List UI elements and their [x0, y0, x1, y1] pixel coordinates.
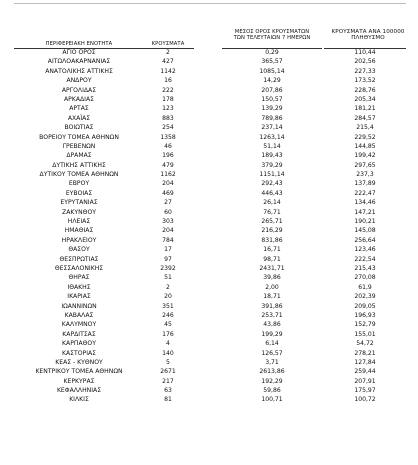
per100k-cell: 155,01: [354, 330, 376, 338]
avg-cell: 51,14: [263, 142, 281, 150]
region-cell: ΚΑΡΠΑΘΟΥ: [62, 340, 96, 348]
cases-cell: 246: [162, 311, 174, 319]
cases-cell: 204: [162, 227, 174, 235]
region-cell: ΑΡΤΑΣ: [69, 105, 89, 113]
table-row: [0, 151, 418, 160]
per100k-cell: 199,42: [354, 152, 376, 160]
cases-cell: 51: [164, 274, 172, 282]
region-cell: ΑΙΤΩΛΟΑΚΑΡΝΑΝΙΑΣ: [47, 58, 111, 66]
region-cell: ΚΑΒΑΛΑΣ: [64, 311, 94, 319]
table-row: [0, 302, 418, 311]
table-row: [0, 57, 418, 66]
header-per100k-line1: ΚΡΟΥΣΜΑΤΑ ΑΝΑ 100000: [331, 29, 405, 35]
avg-cell: 98,71: [263, 255, 281, 263]
region-cell: ΚΕΑΣ - ΚΥΘΝΟΥ: [55, 358, 103, 366]
avg-cell: 216,29: [261, 227, 283, 235]
table-row: [0, 123, 418, 132]
region-cell: ΙΘΑΚΗΣ: [67, 283, 91, 291]
cases-cell: 140: [162, 349, 174, 357]
cases-cell: 2: [166, 49, 170, 56]
region-cell: ΚΕΡΚΥΡΑΣ: [63, 377, 95, 385]
cases-cell: 81: [164, 396, 172, 404]
per100k-cell: 256,64: [354, 236, 376, 244]
table-row: [0, 189, 418, 198]
cases-cell: 1142: [160, 67, 176, 75]
per100k-cell: 123,46: [354, 246, 376, 254]
region-cell: ΗΡΑΚΛΕΙΟΥ: [61, 236, 97, 244]
avg-cell: 16,71: [263, 246, 281, 254]
cases-cell: 217: [162, 377, 174, 385]
table-row: [0, 330, 418, 339]
cases-cell: 20: [164, 293, 172, 301]
cases-cell: 196: [162, 152, 174, 160]
cases-cell: 60: [164, 208, 172, 216]
cases-cell: 178: [162, 95, 174, 103]
per100k-cell: 205,34: [354, 95, 376, 103]
table-body: [0, 48, 418, 405]
avg-cell: 76,71: [263, 208, 281, 216]
per100k-cell: 144,85: [354, 142, 376, 150]
top-border-line: [14, 3, 406, 4]
table-row: [0, 226, 418, 235]
avg-cell: 2,00: [265, 283, 279, 291]
avg-cell: 18,71: [263, 293, 281, 301]
cases-cell: 883: [162, 114, 174, 122]
region-cell: ΙΩΑΝΝΙΝΩΝ: [61, 302, 97, 310]
header-per100k-line2: ΠΛΗΘΥΣΜΟ: [351, 35, 385, 41]
avg-cell: 2613,86: [259, 368, 285, 376]
table-row: [0, 283, 418, 292]
avg-cell: 789,86: [261, 114, 283, 122]
avg-cell: 100,71: [261, 396, 283, 404]
per100k-cell: 270,08: [354, 274, 376, 282]
cases-cell: 469: [162, 189, 174, 197]
region-cell: ΑΝΔΡΟΥ: [66, 77, 92, 85]
table-row: [0, 95, 418, 104]
per100k-cell: 202,56: [354, 58, 376, 66]
cases-cell: 254: [162, 124, 174, 132]
table-row: [0, 292, 418, 301]
per100k-cell: 137,89: [354, 180, 376, 188]
per100k-cell: 215,4: [356, 124, 374, 132]
cases-cell: 2671: [160, 368, 176, 376]
header-per-100k: [318, 29, 418, 41]
cases-cell: 303: [162, 218, 174, 226]
region-cell: ΚΑΣΤΟΡΙΑΣ: [61, 349, 97, 357]
avg-cell: 189,43: [261, 152, 283, 160]
region-cell: ΙΚΑΡΙΑΣ: [67, 293, 91, 301]
region-cell: ΒΟΙΩΤΙΑΣ: [64, 124, 94, 132]
avg-cell: 14,29: [263, 77, 281, 85]
header-region: ΠΕΡΙΦΕΡΕΙΑΚΗ ΕΝΟΤΗΤΑ: [45, 41, 113, 47]
table-row: [0, 255, 418, 264]
region-cell: ΑΓΙΟ ΟΡΟΣ: [62, 49, 96, 56]
avg-cell: 3,71: [265, 358, 279, 366]
table-row: [0, 236, 418, 245]
per100k-cell: 152,79: [354, 321, 376, 329]
cases-cell: 27: [164, 199, 172, 207]
region-cell: ΚΑΡΔΙΤΣΑΣ: [62, 330, 96, 338]
avg-cell: 2431,71: [259, 264, 285, 272]
per100k-cell: 134,46: [354, 199, 376, 207]
region-cell: ΘΕΣΠΡΩΤΙΑΣ: [59, 255, 99, 263]
avg-cell: 192,29: [261, 377, 283, 385]
table-row: [0, 161, 418, 170]
per100k-cell: 237,3: [356, 171, 374, 179]
per100k-cell: 284,57: [354, 114, 376, 122]
cases-cell: 16: [164, 77, 172, 85]
region-cell: ΕΒΡΟΥ: [68, 180, 90, 188]
avg-cell: 59,86: [263, 387, 281, 395]
region-cell: ΘΕΣΣΑΛΟΝΙΚΗΣ: [54, 264, 104, 272]
region-cell: ΚΕΦΑΛΛΗΝΙΑΣ: [56, 387, 102, 395]
cases-cell: 123: [162, 105, 174, 113]
table-row: [0, 273, 418, 282]
per100k-cell: 297,65: [354, 161, 376, 169]
table-row: [0, 320, 418, 329]
avg-cell: 1263,14: [259, 133, 285, 141]
cases-cell: 222: [162, 86, 174, 94]
per100k-cell: 190,21: [354, 218, 376, 226]
per100k-cell: 209,05: [354, 302, 376, 310]
cases-cell: 2: [166, 283, 170, 291]
per100k-cell: 175,97: [354, 387, 376, 395]
avg-cell: 265,71: [261, 218, 283, 226]
cases-cell: 17: [164, 246, 172, 254]
table-row: [0, 67, 418, 76]
table-row: [0, 311, 418, 320]
region-cell: ΕΥΒΟΙΑΣ: [65, 189, 93, 197]
cases-cell: 63: [164, 387, 172, 395]
avg-cell: 150,57: [261, 95, 283, 103]
region-cell: ΚΕΝΤΡΙΚΟΥ ΤΟΜΕΑ ΑΘΗΝΩΝ: [35, 368, 123, 376]
table-row: [0, 339, 418, 348]
region-cell: ΗΛΕΙΑΣ: [67, 218, 91, 226]
avg-cell: 199,29: [261, 330, 283, 338]
avg-cell: 43,86: [263, 321, 281, 329]
cases-cell: 479: [162, 161, 174, 169]
per100k-cell: 229,52: [354, 133, 376, 141]
avg-cell: 379,29: [261, 161, 283, 169]
avg-cell: 26,14: [263, 199, 281, 207]
region-cell: ΑΧΑΪΑΣ: [67, 114, 91, 122]
cases-cell: 46: [164, 142, 172, 150]
avg-cell: 365,57: [261, 58, 283, 66]
region-cell: ΔΥΤΙΚΗΣ ΑΤΤΙΚΗΣ: [52, 161, 106, 169]
table-row: [0, 170, 418, 179]
table-row: [0, 208, 418, 217]
region-cell: ΒΟΡΕΙΟΥ ΤΟΜΕΑ ΑΘΗΝΩΝ: [39, 133, 119, 141]
per100k-cell: 278,21: [354, 349, 376, 357]
per100k-cell: 228,76: [354, 86, 376, 94]
avg-cell: 0,29: [265, 49, 279, 56]
cases-cell: 351: [162, 302, 174, 310]
cases-cell: 97: [164, 255, 172, 263]
cases-cell: 1358: [160, 133, 176, 141]
avg-cell: 39,86: [263, 274, 281, 282]
cases-cell: 784: [162, 236, 174, 244]
cases-cell: 5: [166, 358, 170, 366]
avg-cell: 831,86: [261, 236, 283, 244]
region-cell: ΘΗΡΑΣ: [68, 274, 90, 282]
region-cell: ΚΑΛΥΜΝΟΥ: [61, 321, 97, 329]
region-cell: ΘΑΣΟΥ: [68, 246, 90, 254]
per100k-cell: 127,84: [354, 358, 376, 366]
table-row: [0, 48, 418, 57]
table-row: [0, 264, 418, 273]
cases-cell: 427: [162, 58, 174, 66]
table-row: [0, 395, 418, 404]
region-cell: ΑΡΓΟΛΙΔΑΣ: [61, 86, 97, 94]
table-row: [0, 358, 418, 367]
table-row: [0, 142, 418, 151]
region-cell: ΔΡΑΜΑΣ: [66, 152, 92, 160]
table-row: [0, 86, 418, 95]
avg-cell: 6,14: [265, 340, 279, 348]
table-row: [0, 198, 418, 207]
per100k-cell: 222,54: [354, 255, 376, 263]
avg-cell: 292,43: [261, 180, 283, 188]
per100k-cell: 259,44: [354, 368, 376, 376]
avg-cell: 1151,14: [259, 171, 285, 179]
avg-cell: 237,14: [261, 124, 283, 132]
per100k-cell: 207,91: [354, 377, 376, 385]
avg-cell: 391,86: [261, 302, 283, 310]
avg-cell: 446,43: [261, 189, 283, 197]
table-row: [0, 367, 418, 376]
table-row: [0, 349, 418, 358]
table-row: [0, 386, 418, 395]
region-cell: ΑΝΑΤΟΛΙΚΗΣ ΑΤΤΙΚΗΣ: [45, 67, 113, 75]
per100k-cell: 145,08: [354, 227, 376, 235]
table-row: [0, 133, 418, 142]
region-cell: ΓΡΕΒΕΝΩΝ: [62, 142, 96, 150]
avg-cell: 126,57: [261, 349, 283, 357]
avg-cell: 207,86: [261, 86, 283, 94]
avg-cell: 1085,14: [259, 67, 285, 75]
cases-cell: 45: [164, 321, 172, 329]
table-row: [0, 377, 418, 386]
per100k-cell: 61,9: [358, 283, 372, 291]
region-cell: ΕΥΡΥΤΑΝΙΑΣ: [60, 199, 98, 207]
table-row: [0, 76, 418, 85]
region-cell: ΔΥΤΙΚΟΥ ΤΟΜΕΑ ΑΘΗΝΩΝ: [39, 171, 119, 179]
per100k-cell: 215,43: [354, 264, 376, 272]
table-row: [0, 179, 418, 188]
header-avg-7days: [222, 29, 322, 41]
table-row: [0, 245, 418, 254]
table-row: [0, 114, 418, 123]
per100k-cell: 222,47: [354, 189, 376, 197]
table-row: [0, 104, 418, 113]
per100k-cell: 100,72: [354, 396, 376, 404]
region-cell: ΑΡΚΑΔΙΑΣ: [64, 95, 94, 103]
region-cell: ΖΑΚΥΝΘΟΥ: [62, 208, 96, 216]
per100k-cell: 196,93: [354, 311, 376, 319]
avg-cell: 139,29: [261, 105, 283, 113]
per100k-cell: 54,72: [356, 340, 374, 348]
per100k-cell: 147,21: [354, 208, 376, 216]
per100k-cell: 110,44: [354, 49, 376, 56]
per100k-cell: 227,33: [354, 67, 376, 75]
cases-cell: 4: [166, 340, 170, 348]
table-row: [0, 217, 418, 226]
cases-cell: 2392: [160, 264, 176, 272]
avg-cell: 253,71: [261, 311, 283, 319]
header-avg-line1: ΜΕΣΟΣ ΟΡΟΣ ΚΡΟΥΣΜΑΤΩΝ: [234, 29, 310, 35]
header-avg-line2: ΤΩΝ ΤΕΛΕΥΤΑΙΩΝ 7 ΗΜΕΡΩΝ: [233, 35, 311, 41]
cases-cell: 204: [162, 180, 174, 188]
per100k-cell: 173,52: [354, 77, 376, 85]
region-cell: ΚΙΛΚΙΣ: [69, 396, 89, 404]
per100k-cell: 202,39: [354, 293, 376, 301]
cases-cell: 176: [162, 330, 174, 338]
header-cases: ΚΡΟΥΣΜΑΤΑ: [151, 41, 185, 47]
cases-cell: 1162: [160, 171, 176, 179]
region-cell: ΗΜΑΘΙΑΣ: [64, 227, 94, 235]
per100k-cell: 181,21: [354, 105, 376, 113]
